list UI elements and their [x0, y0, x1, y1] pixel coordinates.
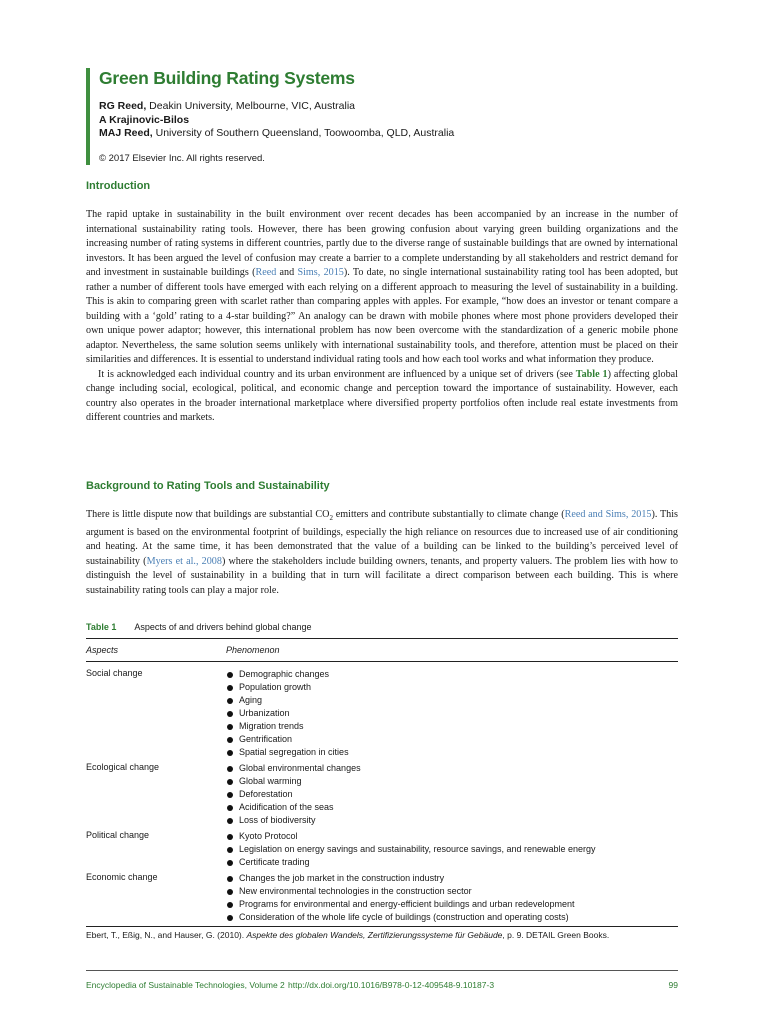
phenomenon-text: Global warming	[239, 776, 302, 786]
paragraph-text: ) where the stakeholders include building owners, tenants, and property valuers. The problem lies with how to distinguish the level of sustainability in a building that in turn will facilitate a direct comparison between each building. This is where sustainability rating tools can play a major role.	[86, 555, 678, 596]
phenomenon-text: Consideration of the whole life cycle of buildings (construction and operating costs)	[239, 912, 569, 922]
phenomenon-item	[226, 668, 678, 681]
bullet-icon	[227, 889, 233, 895]
phenomenon-text: Changes the job market in the construction industry	[239, 873, 445, 883]
phenomenon-item	[226, 830, 678, 843]
phenomenon-item	[226, 788, 678, 801]
bullet-icon	[227, 818, 233, 824]
source-title: Aspekte des globalen Wandels, Zertifizierungssysteme für Gebäude	[246, 930, 503, 940]
bullet-icon	[227, 805, 233, 811]
footer-divider	[86, 970, 678, 971]
paragraph-text: ). To date, no single international sustainability rating tool has been adopted, but rather a number of different tools have emerged with each relying on a different approach to measuring the level of sustainability in a building. This is akin to comparing green with scarlet rather than comparing apples with apples. For example, “how does an investor or tenant compare a building with a ‘gold’ rating to a 4-star building?” An analogy can be drawn with mobile phones where most phone providers developed their own unique power adaptor; however, this international problem has now been overcome with the standardization of a generic mobile phone adaptor. Nevertheless, the same solution seems unlikely with international sustainability tools, and therefore, attention must be placed on their similarities and differences. It is essential to understand individual rating tools and how each tool works and what information they produce.	[86, 267, 678, 365]
phenomenon-item	[226, 856, 678, 869]
background-body	[86, 508, 678, 598]
bullet-icon	[227, 902, 233, 908]
bullet-icon	[227, 766, 233, 772]
phenomenon-text: Migration trends	[239, 721, 304, 731]
table-header-row	[86, 639, 678, 662]
phenomenon-text: Deforestation	[239, 789, 293, 799]
author-line-1	[99, 100, 699, 114]
phenomenon-text: Kyoto Protocol	[239, 831, 298, 841]
phenomenon-item	[226, 762, 678, 775]
phenomenon-text: New environmental technologies in the construction sector	[239, 886, 472, 896]
phenomenon-list	[226, 830, 678, 869]
introduction-paragraph-2	[86, 368, 678, 426]
table-header-aspects: Aspects	[86, 645, 119, 655]
paragraph-text: ) affecting global change including social, ecological, political, and economic change and perception toward the importance of sustainability. However, each country also operates in the broader international marketplace where diversified property portfolios often include real estate investments from different countries and markets.	[86, 368, 678, 423]
bullet-icon	[227, 834, 233, 840]
author-affiliation: University of Southern Queensland, Toowoomba, QLD, Australia	[152, 127, 455, 139]
table-row	[86, 759, 678, 827]
table-cell-phenomenon	[226, 872, 678, 924]
phenomenon-item	[226, 694, 678, 707]
phenomenon-text: Gentrification	[239, 734, 293, 744]
table-cell-phenomenon	[226, 762, 678, 827]
source-text: Ebert, T., Eßig, N., and Hauser, G. (2010).	[86, 930, 247, 940]
doi-link[interactable]: http://dx.doi.org/10.1016/B978-0-12-409548-9.10187-3	[288, 980, 495, 990]
phenomenon-item	[226, 814, 678, 827]
bullet-icon	[227, 779, 233, 785]
table-row	[86, 662, 678, 759]
bullet-icon	[227, 685, 233, 691]
phenomenon-text: Certificate trading	[239, 857, 310, 867]
phenomenon-text: Spatial segregation in cities	[239, 747, 349, 757]
table-source-note	[86, 930, 686, 940]
phenomenon-item	[226, 775, 678, 788]
bullet-icon	[227, 724, 233, 730]
phenomenon-item	[226, 843, 678, 856]
table-row	[86, 827, 678, 869]
citation-link[interactable]: Reed and Sims, 2015	[564, 509, 652, 520]
phenomenon-item	[226, 885, 678, 898]
table-reference-link[interactable]: Table 1	[575, 368, 608, 380]
table-cell-aspect: Economic change	[86, 872, 158, 882]
table-cell-aspect: Ecological change	[86, 762, 160, 772]
article-title: Green Building Rating Systems	[99, 68, 355, 88]
table-cell-aspect: Social change	[86, 668, 143, 678]
phenomenon-text: Urbanization	[239, 708, 290, 718]
phenomenon-text: Aging	[239, 695, 263, 705]
table-caption-text: Aspects of and drivers behind global change	[134, 622, 312, 632]
citation-link[interactable]: Sims, 2015	[297, 267, 344, 278]
phenomenon-item	[226, 911, 678, 924]
table-row	[86, 869, 678, 924]
copyright-notice: © 2017 Elsevier Inc. All rights reserved.	[99, 152, 265, 164]
paragraph-text: It is acknowledged each individual country and its urban environment are influenced by a unique set of drivers (see	[98, 368, 576, 380]
phenomenon-item	[226, 707, 678, 720]
phenomenon-text: Programs for environmental and energy-efficient buildings and urban redevelopment	[239, 899, 575, 909]
article-header	[86, 68, 699, 165]
bullet-icon	[227, 672, 233, 678]
introduction-body	[86, 208, 678, 426]
paragraph-text: There is little dispute now that buildings are substantial CO	[86, 509, 330, 520]
bullet-icon	[227, 876, 233, 882]
drivers-table	[86, 638, 678, 927]
introduction-heading: Introduction	[86, 180, 151, 192]
paragraph-text: and	[276, 267, 298, 278]
table-body	[86, 662, 678, 926]
page-number: 99	[668, 980, 678, 990]
bullet-icon	[227, 915, 233, 921]
bullet-icon	[227, 711, 233, 717]
table-cell-aspect: Political change	[86, 830, 150, 840]
phenomenon-item	[226, 681, 678, 694]
table-number: Table 1	[86, 622, 117, 632]
table-header-phenomenon: Phenomenon	[226, 645, 280, 655]
phenomenon-text: Global environmental changes	[239, 763, 361, 773]
phenomenon-text: Legislation on energy savings and sustainability, resource savings, and renewable energy	[239, 844, 596, 854]
journal-name: Encyclopedia of Sustainable Technologies, Volume 2	[86, 980, 285, 990]
paragraph-text: ). This argument is based on the environmental footprint of buildings, especially the high reliance on resources due to increased use of air conditioning and heating. At the same time, it has been demonstrated that the value of a building can be linked to the building’s perceived level of sustainability (	[86, 509, 678, 567]
phenomenon-item	[226, 872, 678, 885]
author-name: A Krajinovic-Bilos	[99, 113, 190, 126]
introduction-paragraph-1	[86, 208, 678, 368]
bullet-icon	[227, 737, 233, 743]
phenomenon-list	[226, 668, 678, 759]
paragraph-text: emitters and contribute substantially to climate change (	[332, 509, 565, 520]
phenomenon-text: Demographic changes	[239, 669, 330, 679]
phenomenon-item	[226, 720, 678, 733]
bullet-icon	[227, 792, 233, 798]
citation-link[interactable]: Reed	[255, 267, 277, 278]
author-name: RG Reed,	[99, 100, 147, 112]
paragraph-text: The rapid uptake in sustainability in the built environment over recent decades has been accompanied by an increase in the number of international sustainability rating tools. However, there has been growing confusion about varying green building organizations and the increasing number of rating systems in different countries, partly due to the diverse range of sustainable buildings that are owned by international investors. It has been argued the level of confusion may create a barrier to a complete understanding by all stakeholders and restrict demand for and investment in sustainable buildings (	[86, 209, 678, 278]
phenomenon-item	[226, 746, 678, 759]
author-line-2	[99, 114, 699, 128]
bullet-icon	[227, 698, 233, 704]
author-name: MAJ Reed,	[99, 127, 153, 139]
phenomenon-list	[226, 762, 678, 827]
citation-link[interactable]: Myers et al., 2008	[146, 555, 222, 567]
bullet-icon	[227, 847, 233, 853]
table-cell-phenomenon	[226, 668, 678, 759]
table-caption	[86, 622, 311, 632]
phenomenon-text: Loss of biodiversity	[239, 815, 316, 825]
background-heading: Background to Rating Tools and Sustainability	[86, 480, 330, 492]
source-text: , p. 9. DETAIL Green Books.	[502, 930, 610, 940]
background-paragraph-1	[86, 508, 678, 598]
phenomenon-item	[226, 801, 678, 814]
phenomenon-text: Population growth	[239, 682, 312, 692]
bullet-icon	[227, 860, 233, 866]
phenomenon-text: Acidification of the seas	[239, 802, 334, 812]
table-cell-phenomenon	[226, 830, 678, 869]
author-affiliation: Deakin University, Melbourne, VIC, Australia	[146, 100, 355, 112]
phenomenon-item	[226, 733, 678, 746]
subscript: 2	[329, 514, 333, 523]
phenomenon-list	[226, 872, 678, 924]
phenomenon-item	[226, 898, 678, 911]
author-line-3	[99, 127, 699, 141]
bullet-icon	[227, 750, 233, 756]
